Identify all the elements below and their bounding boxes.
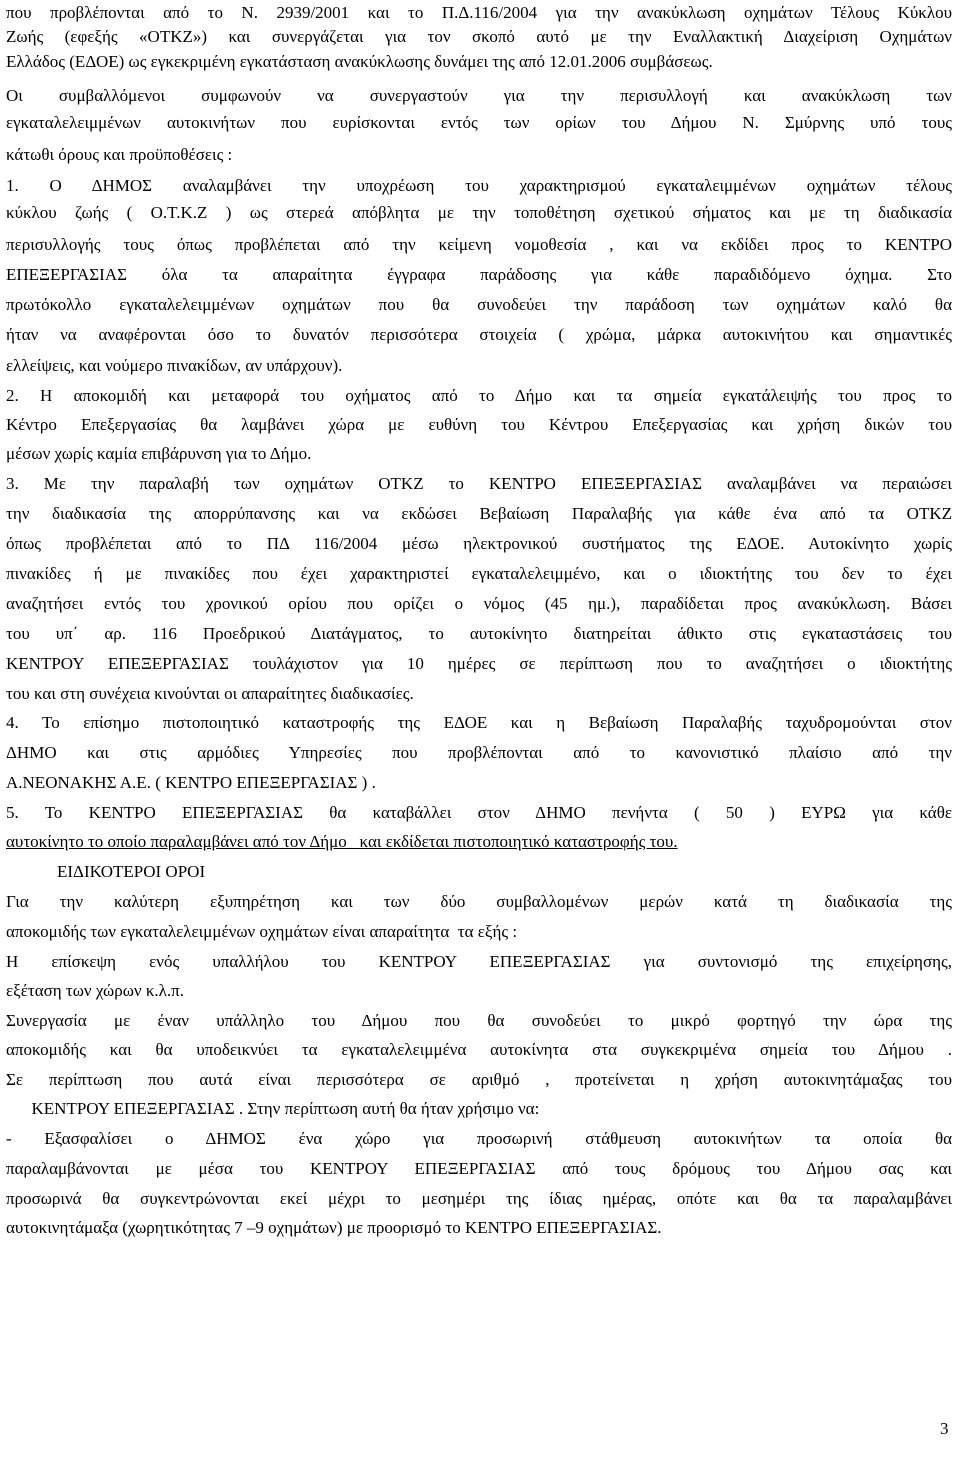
text-line: 3. Με την παραλαβή των οχημάτων ΟΤΚΖ το ΚΕΝΤΡΟ ΕΠΕΞΕΡΓΑΣΙΑΣ αναλαμβάνει να περαιώσει [6,474,952,493]
text-line: ήταν να αναφέρονται όσο το δυνατόν περισσότερα στοιχεία ( χρώμα, μάρκα αυτοκινήτου και σημαντικές [6,325,952,344]
text-line: ΚΕΝΤΡΟΥ ΕΠΕΞΕΡΓΑΣΙΑΣ τουλάχιστον για 10 ημέρες σε περίπτωση που το αναζητήσει ο ιδιοκτήτης [6,654,952,673]
text-line: πινακίδες ή με πινακίδες που έχει χαρακτηριστεί εγκαταλελειμμένο, και ο ιδιοκτήτης του δεν το έχει [6,564,952,583]
text-line: 5. Το ΚΕΝΤΡΟ ΕΠΕΞΕΡΓΑΣΙΑΣ θα καταβάλλει στον ΔΗΜΟ πενήντα ( 50 ) ΕΥΡΩ για κάθε [6,803,952,822]
text-line: Οι συμβαλλόμενοι συμφωνούν να συνεργαστούν για την περισυλλογή και ανακύκλωση των [6,86,952,105]
text-line: κάτωθι όρους και προϋποθέσεις : [6,145,233,164]
text-line: Α.ΝΕΟΝΑΚΗΣ Α.Ε. ( ΚΕΝΤΡΟ ΕΠΕΞΕΡΓΑΣΙΑΣ ) . [6,773,376,792]
text-line: κύκλου ζωής ( Ο.Τ.Κ.Ζ ) ως στερεά απόβλητα με την τοποθέτηση σχετικού σήματος και με τη διαδικασία [6,203,952,222]
text-line: αποκομιδής και θα υποδεικνύει τα εγκαταλελειμμένα αυτοκίνητα στα συγκεκριμένα σημεία του Δήμου . [6,1040,952,1059]
text-line: 2. Η αποκομιδή και μεταφορά του οχήματος από το Δήμο και τα σημεία εγκατάλειψής του προς το [6,386,952,405]
text-line: Για την καλύτερη εξυπηρέτηση και των δύο συμβαλλομένων μερών κατά τη διαδικασία της [6,892,952,911]
text-line: του και στη συνέχεια κινούνται οι απαραίτητες διαδικασίες. [6,684,414,703]
text-line: που προβλέπονται από το Ν. 2939/2001 και το Π.Δ.116/2004 για την ανακύκλωση οχημάτων Τέλους Κύκλου [6,3,952,22]
text-line: Κέντρο Επεξεργασίας θα λαμβάνει χώρα με ευθύνη του Κέντρου Επεξεργασίας και χρήση δικών του [6,415,952,434]
text-line: 1. Ο ΔΗΜΟΣ αναλαμβάνει την υποχρέωση του χαρακτηρισμού εγκαταλειμμένων οχημάτων τέλους [6,176,952,195]
text-line: ελλείψεις, και νούμερο πινακίδων, αν υπάρχουν). [6,356,343,375]
page-number: 3 [940,1419,949,1438]
text-line: την διαδικασία της απορρύπανσης και να εκδώσει Βεβαίωση Παραλαβής για κάθε ένα από τα ΟΤΚΖ [6,504,952,523]
text-line: Ζωής (εφεξής «ΟΤΚΖ») και συνεργάζεται για τον σκοπό αυτό με την Εναλλακτική Διαχείριση Οχημάτων [6,27,952,46]
text-line: μέσων χωρίς καμία επιβάρυνση για το Δήμο. [6,444,312,463]
text-line: εγκαταλελειμμένων αυτοκινήτων που ευρίσκονται εντός των ορίων του Δήμου Ν. Σμύρνης υπό τους [6,113,952,132]
text-line: Σε περίπτωση που αυτά είναι περισσότερα σε αριθμό , προτείνεται η χρήση αυτοκινητάμαξας του [6,1070,952,1089]
text-line: - Εξασφαλίσει ο ΔΗΜΟΣ ένα χώρο για προσωρινή στάθμευση αυτοκινήτων τα οποία θα [6,1129,952,1148]
text-line: αναζητήσει εντός του χρονικού ορίου που ορίζει ο νόμος (45 ημ.), παραδίδεται προς ανακύκλωση. Βάσει [6,594,952,613]
text-line: προσωρινά θα συγκεντρώνονται εκεί μέχρι το μεσημέρι της ίδιας ημέρας, οπότε και θα τα παραλαμβάνει [6,1189,952,1208]
text-line: Η επίσκεψη ενός υπαλλήλου του ΚΕΝΤΡΟΥ ΕΠΕΞΕΡΓΑΣΙΑΣ για συντονισμό της επιχείρησης, [6,952,952,971]
text-line: 4. Το επίσημο πιστοποιητικό καταστροφής της ΕΔΟΕ και η Βεβαίωση Παραλαβής ταχυδρομούνται στον [6,713,952,732]
text-line: αυτοκινητάμαξα (χωρητικότητας 7 –9 οχημάτων) με προορισμό το ΚΕΝΤΡΟ ΕΠΕΞΕΡΓΑΣΙΑΣ. [6,1218,662,1237]
text-line: παραλαμβάνονται με μέσα του ΚΕΝΤΡΟΥ ΕΠΕΞΕΡΓΑΣΙΑΣ από τους δρόμους του Δήμου σας και [6,1159,952,1178]
text-line: του υπ΄ αρ. 116 Προεδρικού Διατάγματος, το αυτοκίνητο διατηρείται άθικτο στις εγκαταστάσεις του [6,624,952,643]
text-line: ΔΗΜΟ και στις αρμόδιες Υπηρεσίες που προβλέπονται από το κανονιστικό πλαίσιο από την [6,743,952,762]
text-line: Ελλάδος (ΕΔΟΕ) ως εγκεκριμένη εγκατάσταση ανακύκλωσης δυνάμει της από 12.01.2006 συμβάσεως. [6,52,713,71]
text-line: αποκομιδής των εγκαταλελειμμένων οχημάτων είναι απαραίτητα τα εξής : [6,922,518,941]
text-line: ΕΠΕΞΕΡΓΑΣΙΑΣ όλα τα απαραίτητα έγγραφα παράδοσης για κάθε παραδιδόμενο όχημα. Στο [6,265,952,284]
text-line: όπως προβλέπεται από το ΠΔ 116/2004 μέσω ηλεκτρονικού συστήματος της ΕΔΟΕ. Αυτοκίνητο χωρίς [6,534,952,553]
section-heading: ΕΙΔΙΚΟΤΕΡΟΙ ΟΡΟΙ [6,862,206,881]
text-line: πρωτόκολλο εγκαταλελειμμένων οχημάτων που θα συνοδεύει την παράδοση των οχημάτων καλό θα [6,295,952,314]
text-line: περισυλλογής τους όπως προβλέπεται από την κείμενη νομοθεσία , και να εκδίδει προς το ΚΕΝΤΡΟ [6,235,952,254]
text-line: αυτοκίνητο το οποίο παραλαμβάνει από τον Δήμο και εκδίδεται πιστοποιητικό καταστροφής του. [6,832,678,851]
text-line: Συνεργασία με έναν υπάλληλο του Δήμου που θα συνοδεύει το μικρό φορτηγό την ώρα της [6,1011,952,1030]
text-line: εξέταση των χώρων κ.λ.π. [6,981,184,1000]
text-line: ΚΕΝΤΡΟΥ ΕΠΕΞΕΡΓΑΣΙΑΣ . Στην περίπτωση αυτή θα ήταν χρήσιμο να: [6,1099,540,1118]
